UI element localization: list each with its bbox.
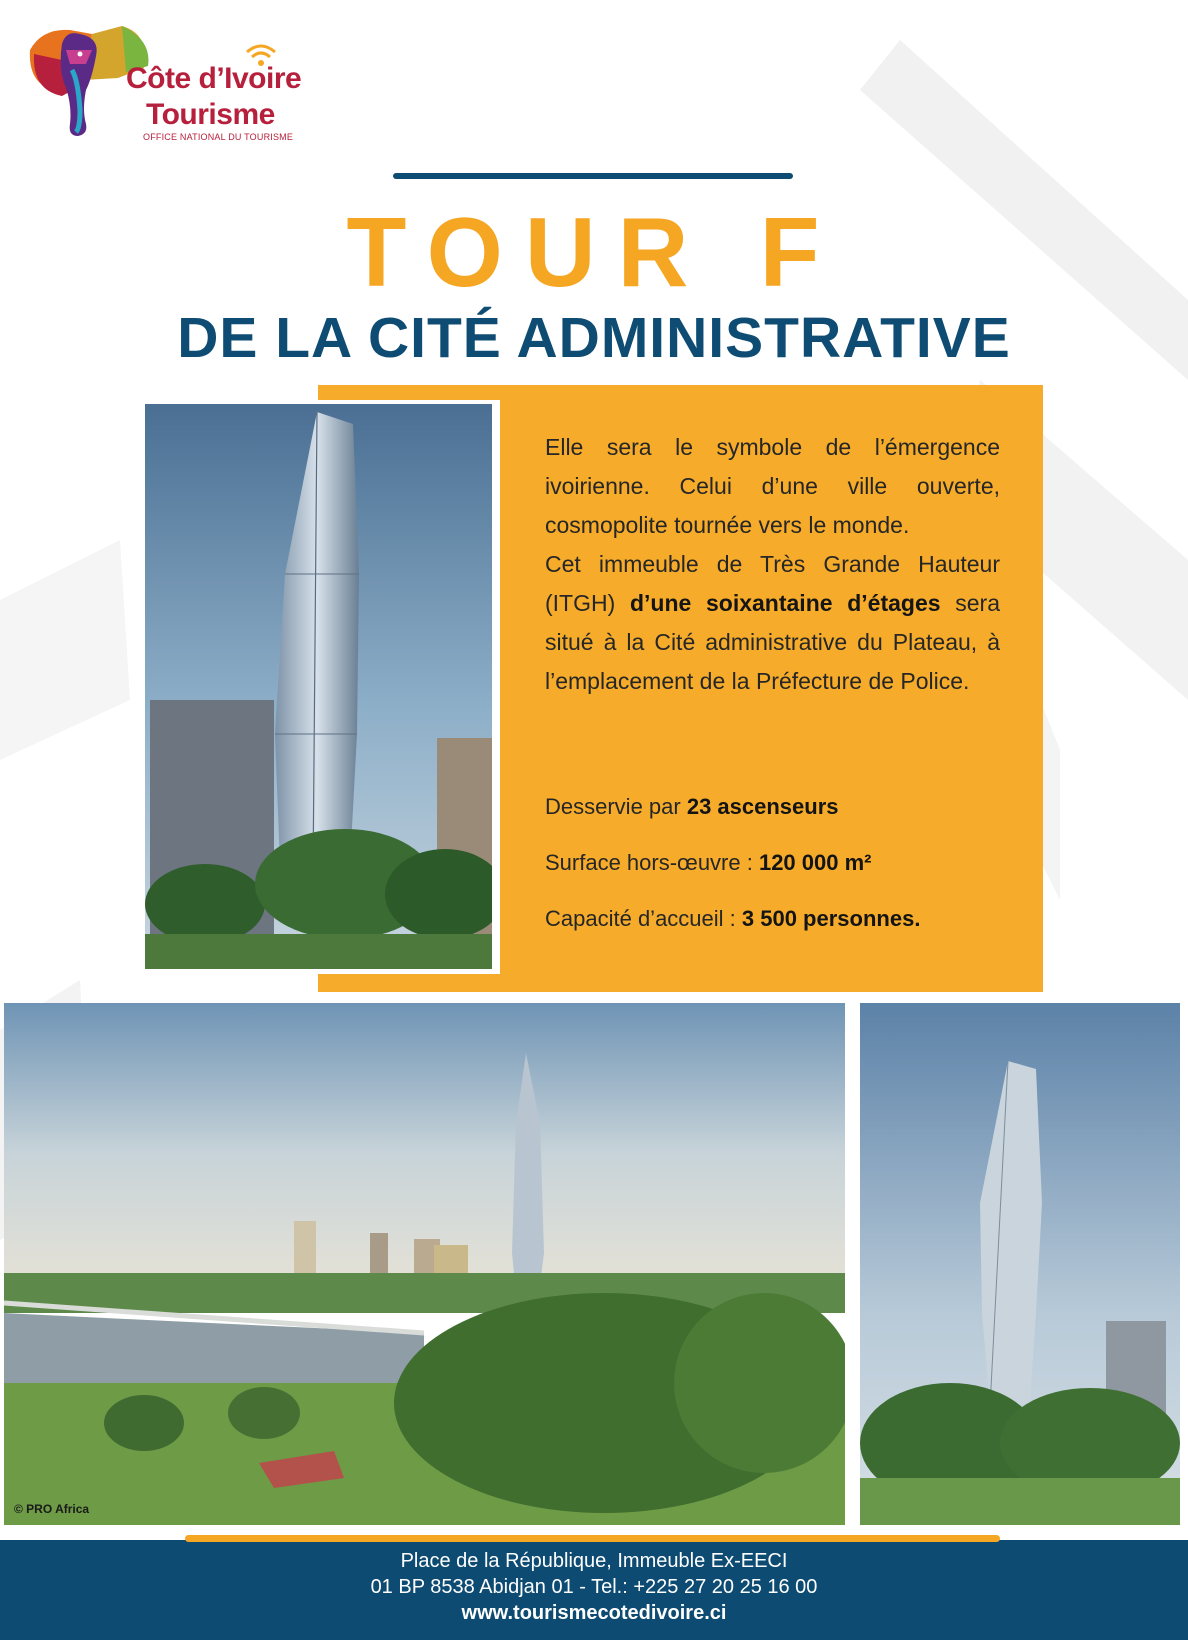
fact-surface — [545, 848, 1005, 904]
page-subtitle: DE LA CITÉ ADMINISTRATIVE — [177, 306, 1011, 370]
fact-value: 23 ascenseurs — [686, 794, 839, 819]
fact-elevators — [545, 792, 1005, 848]
top-divider — [393, 173, 793, 179]
description-paragraph-2 — [545, 545, 1000, 701]
fact-label: Capacité d’accueil : — [545, 906, 742, 931]
description — [545, 428, 1000, 701]
description-paragraph-1: Elle sera le symbole de l’émergence ivoirienne. Celui d’une ville ouverte, cosmopolite tournée vers le monde. — [545, 434, 1000, 538]
page-title: TOUR F — [346, 197, 842, 307]
description-highlight: d’une soixantaine d’étages — [629, 590, 941, 616]
footer-divider — [185, 1535, 1000, 1542]
fact-capacity — [545, 904, 1005, 960]
footer-address: Place de la République, Immeuble Ex-EECI — [400, 1550, 788, 1572]
footer-contact: 01 BP 8538 Abidjan 01 - Tel.: +225 27 20 25 16 00 — [370, 1576, 818, 1598]
fact-label: Surface hors-œuvre : — [545, 850, 759, 875]
description-text-end: sera situé à la Cité administrative du Plateau, à l’emplacement de la Préfecture de Police. — [545, 590, 1001, 694]
tower-side-photo — [860, 1003, 1180, 1525]
description-text-start: Cet immeuble de Très Grande Hauteur (ITGH) — [545, 551, 1000, 616]
footer-website-link[interactable]: www.tourismecotedivoire.ci — [461, 1602, 727, 1624]
facts-list — [545, 792, 1005, 960]
photo-credit: © PRO Africa — [14, 1502, 90, 1516]
brand-name-line2: Tourisme — [146, 98, 275, 131]
city-panorama-photo — [4, 1003, 845, 1525]
tower-photo — [145, 404, 492, 969]
fact-value: 120 000 m² — [758, 850, 872, 875]
fact-label: Desservie par — [545, 794, 687, 819]
brand-subtitle: OFFICE NATIONAL DU TOURISME — [143, 132, 294, 142]
brand-name-line1: Côte d’Ivoire — [126, 62, 302, 95]
fact-value: 3 500 personnes. — [741, 906, 921, 931]
